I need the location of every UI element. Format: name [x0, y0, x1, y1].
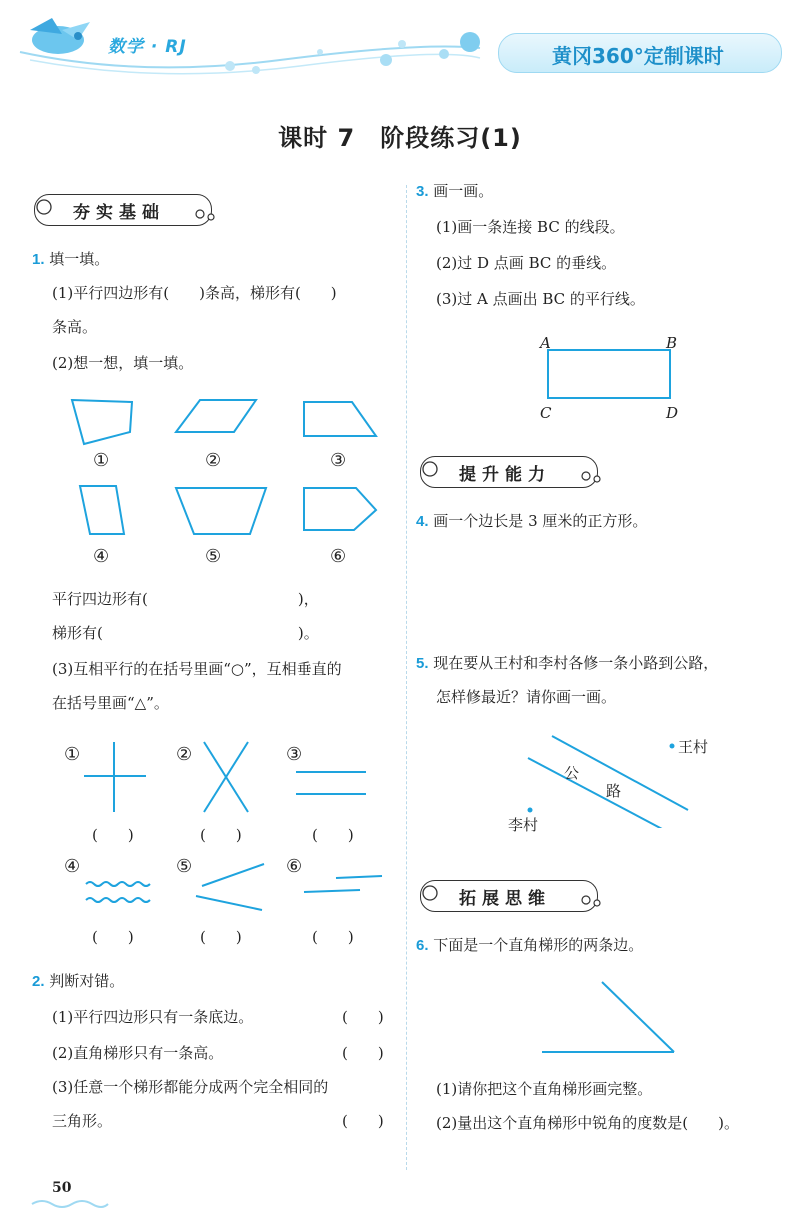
brand-label: 黄冈360°定制课时 [552, 44, 724, 68]
shape-label-6: ⑥ [330, 546, 347, 567]
section-circles-icon [416, 878, 606, 914]
corner-b: B [666, 334, 678, 352]
shape-label-1: ① [93, 450, 110, 471]
q3-item-1: (1)画一条连接 BC 的线段。 [436, 218, 625, 236]
corner-a: A [540, 334, 551, 352]
column-divider [406, 185, 407, 1170]
answer-blank-2[interactable]: ( ) [200, 826, 242, 844]
q4-number: 4. [416, 513, 429, 530]
shape-3 [304, 402, 376, 436]
q1-part2: (2)想一想，填一填。 [52, 354, 194, 372]
q1-header [32, 248, 109, 271]
q5-stem-a: 现在要从王村和李村各修一条小路到公路， [433, 654, 719, 672]
q3-item-3: (3)过 A 点画出 BC 的平行线。 [436, 290, 645, 308]
road-map-figure [500, 728, 700, 828]
q5-number: 5. [416, 655, 429, 672]
q2-item-3: (3)任意一个梯形都能分成两个完全相同的 [52, 1078, 329, 1096]
road-label-1: 公 [564, 764, 580, 782]
q6-item-1: (1)请你把这个直角梯形画完整。 [436, 1080, 653, 1098]
line-label-2: ② [176, 744, 193, 765]
shape-4 [80, 486, 124, 534]
q2-blank-2[interactable]: ( ) [342, 1044, 384, 1062]
answer-blank-5[interactable]: ( ) [200, 928, 242, 946]
section-basic-label: 夯实基础 [73, 203, 165, 223]
shape-label-4: ④ [93, 546, 110, 567]
q1-stem: 填一填。 [49, 250, 110, 268]
parallelogram-answer-line: 平行四边形有( )， [52, 590, 319, 608]
line-label-5: ⑤ [176, 856, 193, 877]
shape-2 [176, 400, 256, 432]
q1-part3a: (3)互相平行的在括号里画“○”，互相垂直的 [52, 660, 342, 678]
q4-stem: 画一个边长是 3 厘米的正方形。 [433, 512, 648, 530]
subject-label: 数学 · RJ [108, 37, 187, 57]
answer-blank-6[interactable]: ( ) [312, 928, 354, 946]
q2-item-2: (2)直角梯形只有一条高。 [52, 1044, 224, 1062]
line-label-6: ⑥ [286, 856, 303, 877]
q2-number: 2. [32, 973, 45, 990]
q2-stem: 判断对错。 [49, 972, 125, 990]
road-label-2: 路 [606, 782, 622, 800]
q3-stem: 画一画。 [433, 182, 494, 200]
trapezoid-edges-figure [536, 976, 686, 1060]
shape-label-2: ② [205, 450, 222, 471]
section-circles-icon [30, 192, 220, 228]
shapes-figure [60, 392, 390, 572]
shape-label-3: ③ [330, 450, 347, 471]
q4-header [416, 510, 647, 533]
shape-6 [304, 488, 376, 530]
line-label-4: ④ [64, 856, 81, 877]
q2-blank-3[interactable]: ( ) [342, 1112, 384, 1130]
q1-number: 1. [32, 251, 45, 268]
line-label-3: ③ [286, 744, 303, 765]
q1-part1b: 条高。 [52, 318, 98, 336]
bird-logo-icon [30, 18, 90, 54]
q1-part1a: (1)平行四边形有( )条高，梯形有( ) [52, 284, 337, 302]
footer-wave-decoration [30, 1196, 110, 1210]
q6-item-2: (2)量出这个直角梯形中锐角的度数是( )。 [436, 1114, 739, 1132]
section-improve-label: 提升能力 [459, 465, 551, 485]
page-title: 课时 7 阶段练习(1) [278, 124, 522, 152]
q6-number: 6. [416, 937, 429, 954]
rectangle-figure [540, 340, 680, 410]
corner-c: C [540, 404, 552, 422]
q3-header [416, 180, 493, 203]
q5-header [416, 652, 718, 675]
line-label-1: ① [64, 744, 81, 765]
village-wang: 王村 [678, 738, 709, 756]
q6-stem: 下面是一个直角梯形的两条边。 [433, 936, 644, 954]
q2-blank-1[interactable]: ( ) [342, 1008, 384, 1026]
shape-1 [72, 400, 132, 444]
section-expand-label: 拓展思维 [459, 889, 551, 909]
q3-item-2: (2)过 D 点画 BC 的垂线。 [436, 254, 617, 272]
q5-stem-b: 怎样修最近？请你画一画。 [436, 688, 617, 706]
shape-5 [176, 488, 266, 534]
shape-label-5: ⑤ [205, 546, 222, 567]
answer-blank-4[interactable]: ( ) [92, 928, 134, 946]
corner-d: D [666, 404, 679, 422]
page-number: 50 [52, 1180, 72, 1196]
trapezoid-answer-line: 梯形有( )。 [52, 624, 319, 642]
q2-header [32, 970, 124, 993]
q1-part3b: 在括号里画“△”。 [52, 694, 169, 712]
q3-number: 3. [416, 183, 429, 200]
q2-item-1: (1)平行四边形只有一条底边。 [52, 1008, 254, 1026]
q2-item-3b: 三角形。 [52, 1112, 113, 1130]
answer-blank-3[interactable]: ( ) [312, 826, 354, 844]
answer-blank-1[interactable]: ( ) [92, 826, 134, 844]
q6-header [416, 934, 643, 957]
section-circles-icon [416, 454, 606, 490]
village-li: 李村 [508, 816, 539, 834]
